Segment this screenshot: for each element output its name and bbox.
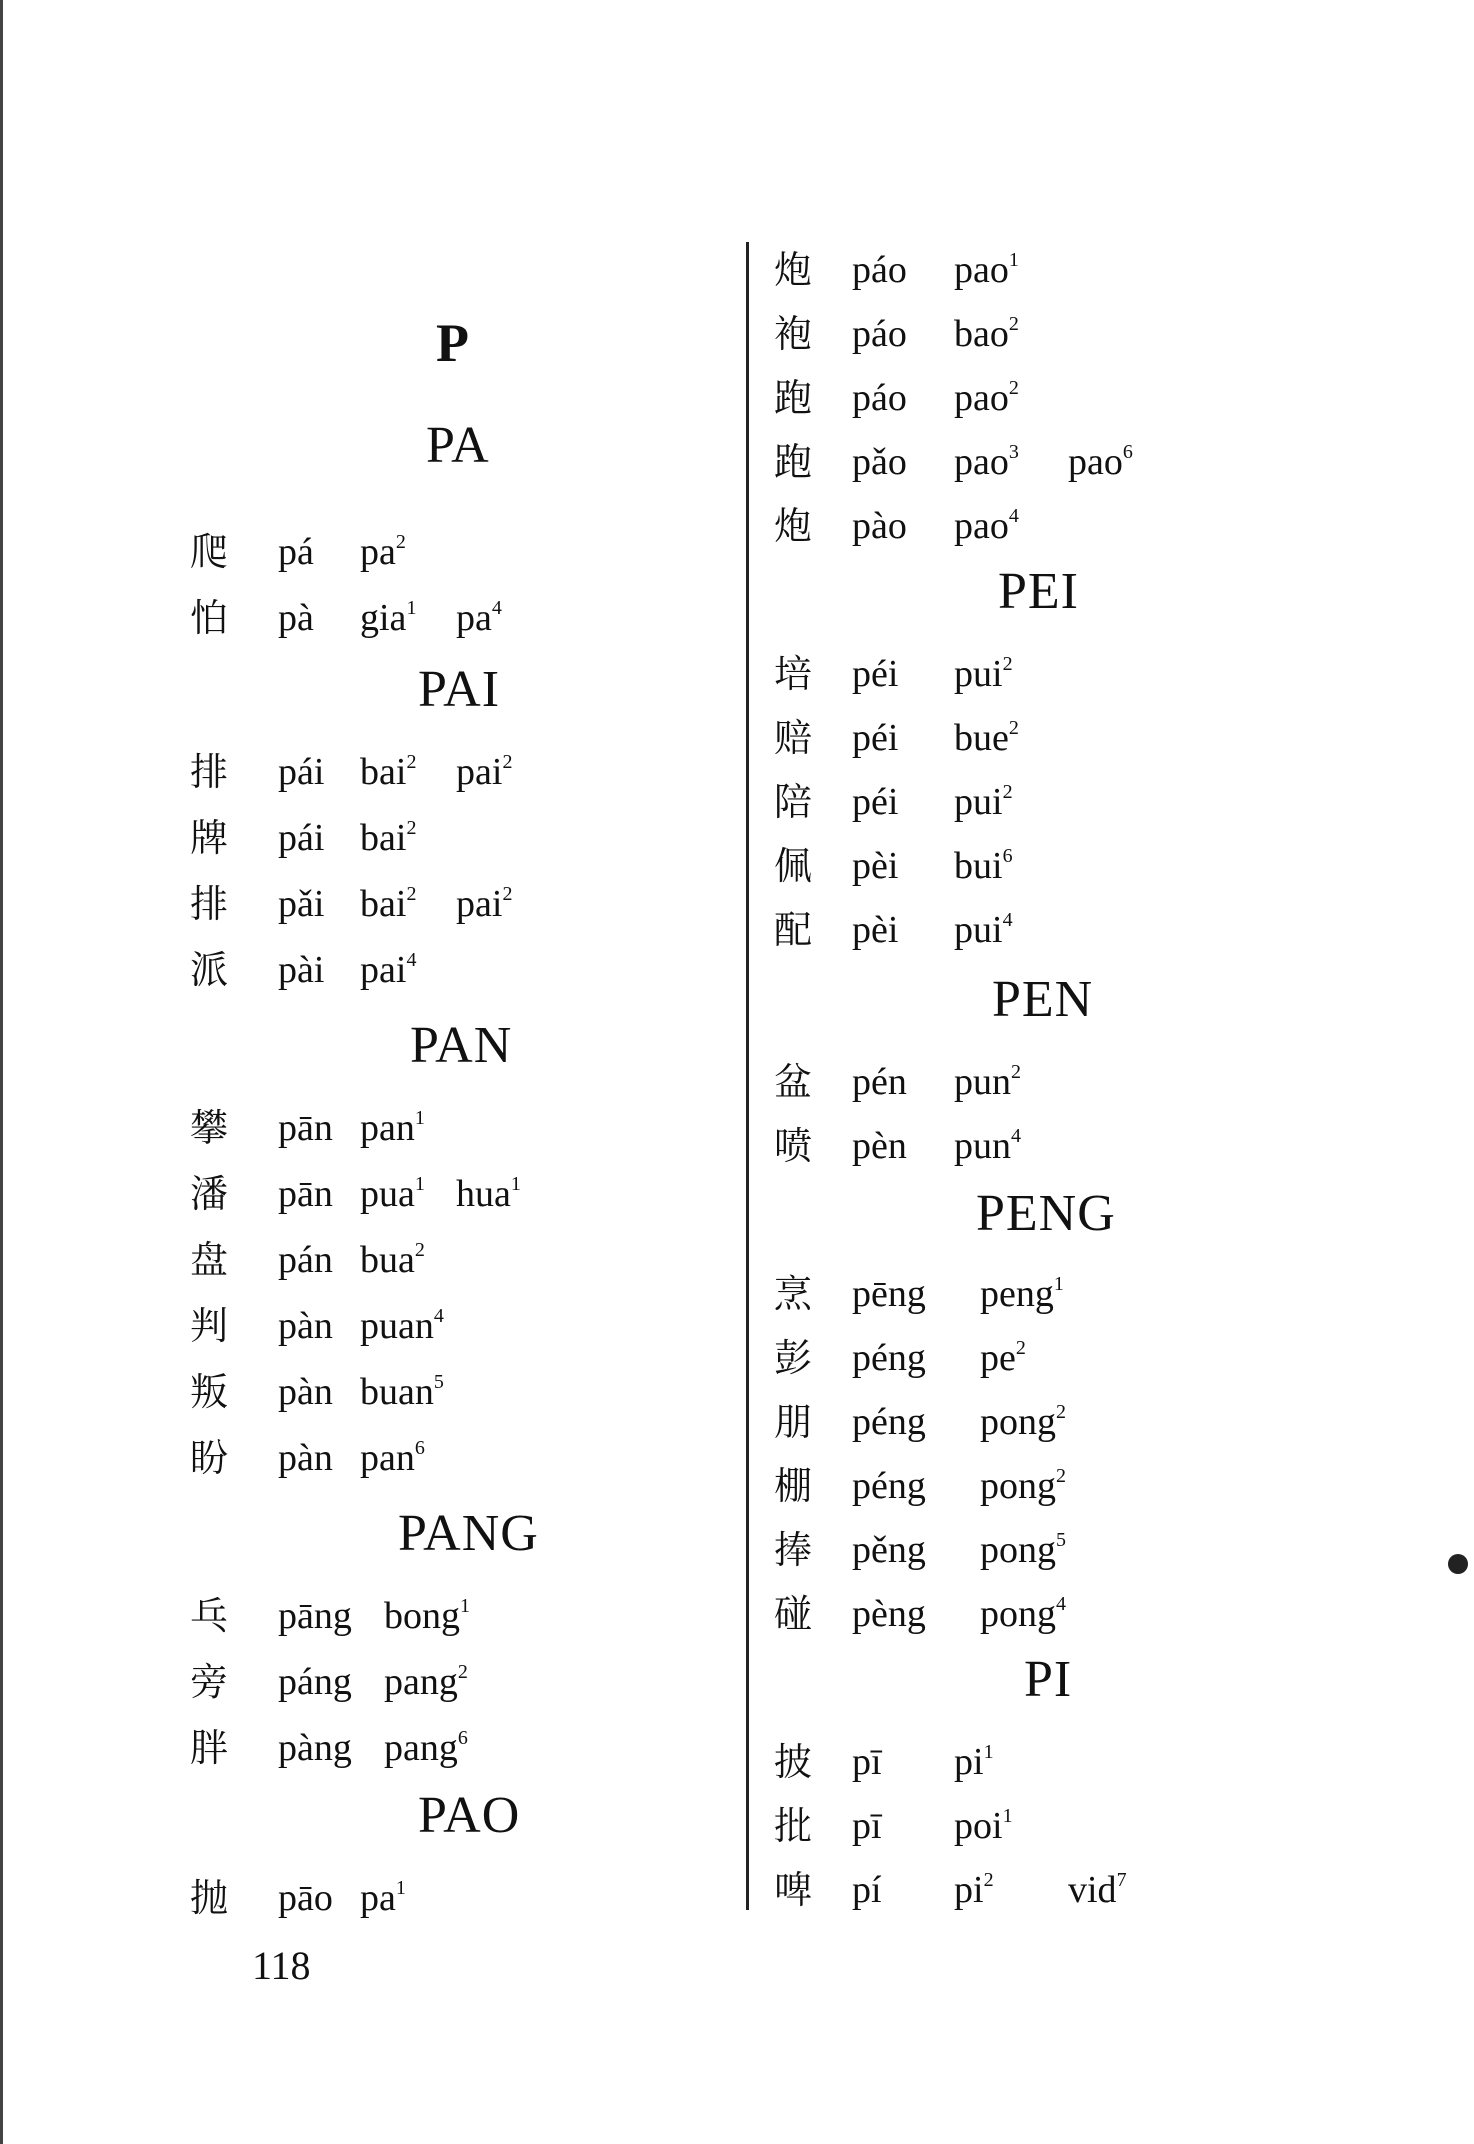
entry-hanzi: 批 — [774, 1804, 813, 1848]
reading-text: pa — [360, 1877, 396, 1919]
entry-pinyin: pēng — [852, 1273, 926, 1315]
entry-hanzi: 炮 — [774, 504, 813, 548]
entry-reading — [954, 1734, 994, 1796]
reading-text: pang — [384, 1727, 458, 1769]
entry-pinyin: pèi — [852, 845, 899, 887]
entry-pinyin: pá — [278, 531, 314, 573]
reading-text: bong — [384, 1595, 460, 1637]
tone-number: 1 — [1053, 1273, 1064, 1295]
reading-text: pan — [360, 1437, 415, 1479]
tone-number: 2 — [1056, 1465, 1066, 1487]
dictionary-entry — [0, 1586, 1474, 1642]
entry-pinyin: pǎi — [278, 883, 325, 925]
reading-text: pun — [954, 1061, 1011, 1103]
tone-number: 7 — [1116, 1869, 1127, 1891]
reading-text: pui — [954, 781, 1003, 823]
tone-number: 4 — [491, 597, 502, 619]
reading-text: pao — [1068, 441, 1123, 483]
entry-pinyin: pài — [278, 949, 325, 991]
tone-number: 6 — [1122, 441, 1133, 463]
dictionary-entry — [0, 838, 1474, 894]
dictionary-entry — [0, 434, 1474, 490]
reading-text: pao — [954, 249, 1009, 291]
dictionary-entry — [0, 1458, 1474, 1514]
entry-hanzi: 攀 — [190, 1106, 229, 1150]
reading-text: bue — [954, 717, 1009, 759]
dictionary-entry — [0, 1118, 1474, 1174]
entry-hanzi: 跑 — [774, 440, 813, 484]
dictionary-entry — [0, 1862, 1474, 1918]
heading-pan: PAN — [410, 1017, 513, 1074]
entry-hanzi: 朋 — [774, 1400, 813, 1444]
entry-reading — [954, 710, 1019, 772]
tone-number: 4 — [1008, 505, 1019, 527]
entry-reading — [980, 1394, 1066, 1456]
reading-text: bao — [954, 313, 1009, 355]
reading-text: pong — [980, 1593, 1056, 1635]
entry-reading — [954, 306, 1019, 368]
entry-reading — [456, 590, 502, 652]
heading-pai: PAI — [418, 661, 501, 718]
entry-hanzi: 排 — [190, 882, 229, 926]
entry-hanzi: 盘 — [190, 1238, 229, 1282]
tone-number: 4 — [1002, 909, 1013, 931]
tone-number: 2 — [406, 751, 417, 773]
entry-pinyin: péng — [852, 1465, 926, 1507]
heading-pa: PA — [426, 417, 490, 474]
reading-text: bui — [954, 845, 1003, 887]
entry-hanzi: 叛 — [190, 1370, 229, 1414]
entry-reading — [456, 1166, 521, 1228]
reading-text: buan — [360, 1371, 434, 1413]
dictionary-entry — [0, 1651, 1474, 1710]
reading-text: pa — [456, 597, 492, 639]
entry-pinyin: péi — [852, 781, 899, 823]
page-number: 118 — [252, 1943, 311, 1988]
entry-reading — [980, 1458, 1066, 1520]
entry-pinyin: páng — [278, 1661, 352, 1703]
entry-pinyin: pà — [278, 597, 314, 639]
entry-pinyin: péng — [852, 1401, 926, 1443]
entry-reading — [954, 242, 1019, 304]
entry-hanzi: 派 — [190, 948, 229, 992]
tone-number: 2 — [406, 883, 417, 905]
tone-number: 2 — [1056, 1401, 1066, 1423]
tone-number: 4 — [1011, 1125, 1021, 1147]
heading-pao: PAO — [418, 1787, 521, 1844]
tone-number: 1 — [414, 1107, 425, 1129]
dictionary-entry — [0, 370, 1474, 426]
tone-number: 6 — [1002, 845, 1013, 867]
reading-text: puan — [360, 1305, 434, 1347]
entry-pinyin: péi — [852, 653, 899, 695]
entry-pinyin: pái — [278, 751, 325, 793]
entry-hanzi: 乓 — [190, 1594, 229, 1638]
heading-peng: PENG — [976, 1185, 1116, 1242]
tone-number: 1 — [395, 1877, 406, 1899]
tone-number: 2 — [1002, 653, 1013, 675]
entry-reading — [954, 646, 1013, 708]
reading-text: bai — [360, 817, 407, 859]
entry-pinyin: pàng — [278, 1727, 352, 1769]
tone-number: 6 — [457, 1727, 468, 1749]
tone-number: 4 — [433, 1305, 444, 1327]
dictionary-entry — [0, 590, 1474, 646]
tone-number: 1 — [510, 1173, 521, 1195]
tone-number: 1 — [983, 1741, 994, 1763]
entry-pinyin: pān — [278, 1107, 333, 1149]
reading-text: gia — [360, 597, 407, 639]
entry-reading — [360, 590, 416, 652]
entry-pinyin: pén — [852, 1061, 907, 1103]
heading-pang: PANG — [398, 1505, 539, 1562]
reading-text: poi — [954, 1805, 1003, 1847]
entry-reading — [954, 902, 1013, 964]
heading-pen: PEN — [992, 971, 1094, 1028]
entry-pinyin: pī — [852, 1741, 882, 1783]
dictionary-entry — [0, 1394, 1474, 1450]
reading-text: bua — [360, 1239, 415, 1281]
dictionary-entry — [0, 1734, 1474, 1790]
tone-number: 1 — [460, 1595, 470, 1617]
reading-text: pi — [954, 1869, 984, 1911]
tone-number: 2 — [457, 1661, 468, 1683]
dictionary-entry — [0, 774, 1474, 830]
entry-reading — [384, 1654, 468, 1716]
reading-text: pi — [954, 1741, 984, 1783]
entry-hanzi: 彭 — [774, 1336, 813, 1380]
tone-number: 4 — [406, 949, 417, 971]
entry-reading — [954, 1118, 1021, 1180]
dictionary-entry — [0, 242, 1474, 298]
entry-hanzi: 盼 — [190, 1436, 229, 1480]
tone-number: 2 — [1011, 1061, 1021, 1083]
reading-text: pao — [954, 441, 1009, 483]
tone-number: 2 — [1008, 717, 1019, 739]
reading-text: pe — [980, 1337, 1016, 1379]
entry-reading — [954, 838, 1013, 900]
tone-number: 2 — [1015, 1337, 1026, 1359]
entry-pinyin: péng — [852, 1337, 926, 1379]
tone-number: 2 — [983, 1869, 994, 1891]
entry-hanzi: 捧 — [774, 1528, 813, 1572]
entry-hanzi: 培 — [774, 652, 813, 696]
reading-text: peng — [980, 1273, 1054, 1315]
tone-number: 2 — [502, 751, 513, 773]
entry-reading — [954, 434, 1019, 496]
entry-reading — [360, 1166, 425, 1228]
entry-reading — [954, 1054, 1021, 1116]
entry-pinyin: pāo — [278, 1877, 333, 1919]
tone-number: 5 — [433, 1371, 444, 1393]
reading-text: pai — [360, 949, 407, 991]
tone-number: 1 — [1008, 249, 1019, 271]
heading-pi: PI — [1024, 1651, 1073, 1708]
entry-pinyin: pí — [852, 1869, 882, 1911]
entry-reading — [980, 1586, 1066, 1648]
tone-number: 1 — [1002, 1805, 1013, 1827]
entry-hanzi: 抛 — [190, 1876, 229, 1920]
entry-pinyin: pèng — [852, 1593, 926, 1635]
reading-text: pong — [980, 1401, 1056, 1443]
section-letter: P — [436, 313, 469, 373]
entry-hanzi: 喷 — [774, 1124, 813, 1168]
dictionary-entry — [0, 1798, 1474, 1854]
entry-hanzi: 披 — [774, 1740, 813, 1784]
dictionary-entry — [0, 1330, 1474, 1386]
dictionary-entry — [0, 646, 1474, 702]
entry-pinyin: páo — [852, 249, 907, 291]
entry-reading — [954, 774, 1013, 836]
entry-reading — [1068, 434, 1133, 496]
entry-pinyin: páo — [852, 313, 907, 355]
entry-pinyin: péi — [852, 717, 899, 759]
entry-hanzi: 炮 — [774, 248, 813, 292]
entry-hanzi: 怕 — [190, 596, 229, 640]
entry-pinyin: pào — [852, 505, 907, 547]
dictionary-entry — [0, 710, 1474, 766]
entry-hanzi: 棚 — [774, 1464, 813, 1508]
reading-text: pong — [980, 1529, 1056, 1571]
entry-hanzi: 配 — [774, 908, 813, 952]
reading-text: pang — [384, 1661, 458, 1703]
entry-hanzi: 盆 — [774, 1060, 813, 1104]
entry-hanzi: 袍 — [774, 312, 813, 356]
entry-reading — [980, 1330, 1026, 1392]
entry-hanzi: 爬 — [190, 530, 229, 574]
reading-text: bai — [360, 883, 407, 925]
reading-text: pai — [456, 883, 503, 925]
entry-pinyin: pàn — [278, 1371, 333, 1413]
entry-hanzi: 胖 — [190, 1726, 229, 1770]
entry-pinyin: pěng — [852, 1529, 926, 1571]
entry-reading — [980, 1266, 1064, 1328]
entry-hanzi: 赔 — [774, 716, 813, 760]
entry-hanzi: 潘 — [190, 1172, 229, 1216]
entry-pinyin: páo — [852, 377, 907, 419]
entry-hanzi: 烹 — [774, 1272, 813, 1316]
tone-number: 1 — [406, 597, 417, 619]
reading-text: pui — [954, 909, 1003, 951]
reading-text: pua — [360, 1173, 415, 1215]
entry-hanzi: 碰 — [774, 1592, 813, 1636]
tone-number: 6 — [414, 1437, 425, 1459]
tone-number: 2 — [406, 817, 417, 839]
entry-pinyin: pàn — [278, 1305, 333, 1347]
entry-hanzi: 佩 — [774, 844, 813, 888]
dictionary-entry — [0, 1266, 1474, 1322]
dictionary-entry — [0, 902, 1474, 958]
reading-text: vid — [1068, 1869, 1117, 1911]
reading-text: pan — [360, 1107, 415, 1149]
entry-pinyin: pán — [278, 1239, 333, 1281]
entry-hanzi: 陪 — [774, 780, 813, 824]
entry-hanzi: 判 — [190, 1304, 229, 1348]
reading-text: pao — [954, 377, 1009, 419]
reading-text: hua — [456, 1173, 511, 1215]
dictionary-entry — [0, 1522, 1474, 1578]
entry-pinyin: pǎo — [852, 441, 907, 483]
tone-number: 2 — [502, 883, 513, 905]
tone-number: 2 — [1008, 377, 1019, 399]
dictionary-entry — [0, 1054, 1474, 1110]
entry-reading — [954, 1798, 1013, 1860]
reading-text: bai — [360, 751, 407, 793]
tone-number: 3 — [1008, 441, 1019, 463]
tone-number: 2 — [1008, 313, 1019, 335]
entry-pinyin: pī — [852, 1805, 882, 1847]
entry-hanzi: 牌 — [190, 816, 229, 860]
dictionary-entry — [0, 498, 1474, 554]
tone-number: 4 — [1056, 1593, 1066, 1615]
entry-pinyin: pāng — [278, 1595, 352, 1637]
tone-number: 2 — [414, 1239, 425, 1261]
entry-hanzi: 啤 — [774, 1868, 813, 1912]
tone-number: 5 — [1056, 1529, 1066, 1551]
entry-reading — [954, 498, 1019, 560]
reading-text: pa — [360, 531, 396, 573]
entry-pinyin: pān — [278, 1173, 333, 1215]
dictionary-entry — [0, 1166, 1474, 1222]
dictionary-entry — [0, 306, 1474, 362]
entry-pinyin: pái — [278, 817, 325, 859]
tone-number: 2 — [395, 531, 406, 553]
reading-text: pai — [456, 751, 503, 793]
reading-text: pui — [954, 653, 1003, 695]
reading-text: pun — [954, 1125, 1011, 1167]
tone-number: 2 — [1002, 781, 1013, 803]
entry-reading — [980, 1522, 1066, 1584]
entry-reading — [954, 1862, 994, 1924]
entry-reading — [954, 370, 1019, 432]
entry-pinyin: pèn — [852, 1125, 907, 1167]
entry-hanzi: 跑 — [774, 376, 813, 420]
reading-text: pao — [954, 505, 1009, 547]
entry-pinyin: pèi — [852, 909, 899, 951]
entry-hanzi: 旁 — [190, 1660, 229, 1704]
tone-number: 1 — [414, 1173, 425, 1195]
entry-hanzi: 排 — [190, 750, 229, 794]
heading-pei: PEI — [998, 563, 1079, 620]
entry-reading — [1068, 1862, 1127, 1924]
margin-speck — [1448, 1554, 1468, 1574]
entry-pinyin: pàn — [278, 1437, 333, 1479]
reading-text: pong — [980, 1465, 1056, 1507]
